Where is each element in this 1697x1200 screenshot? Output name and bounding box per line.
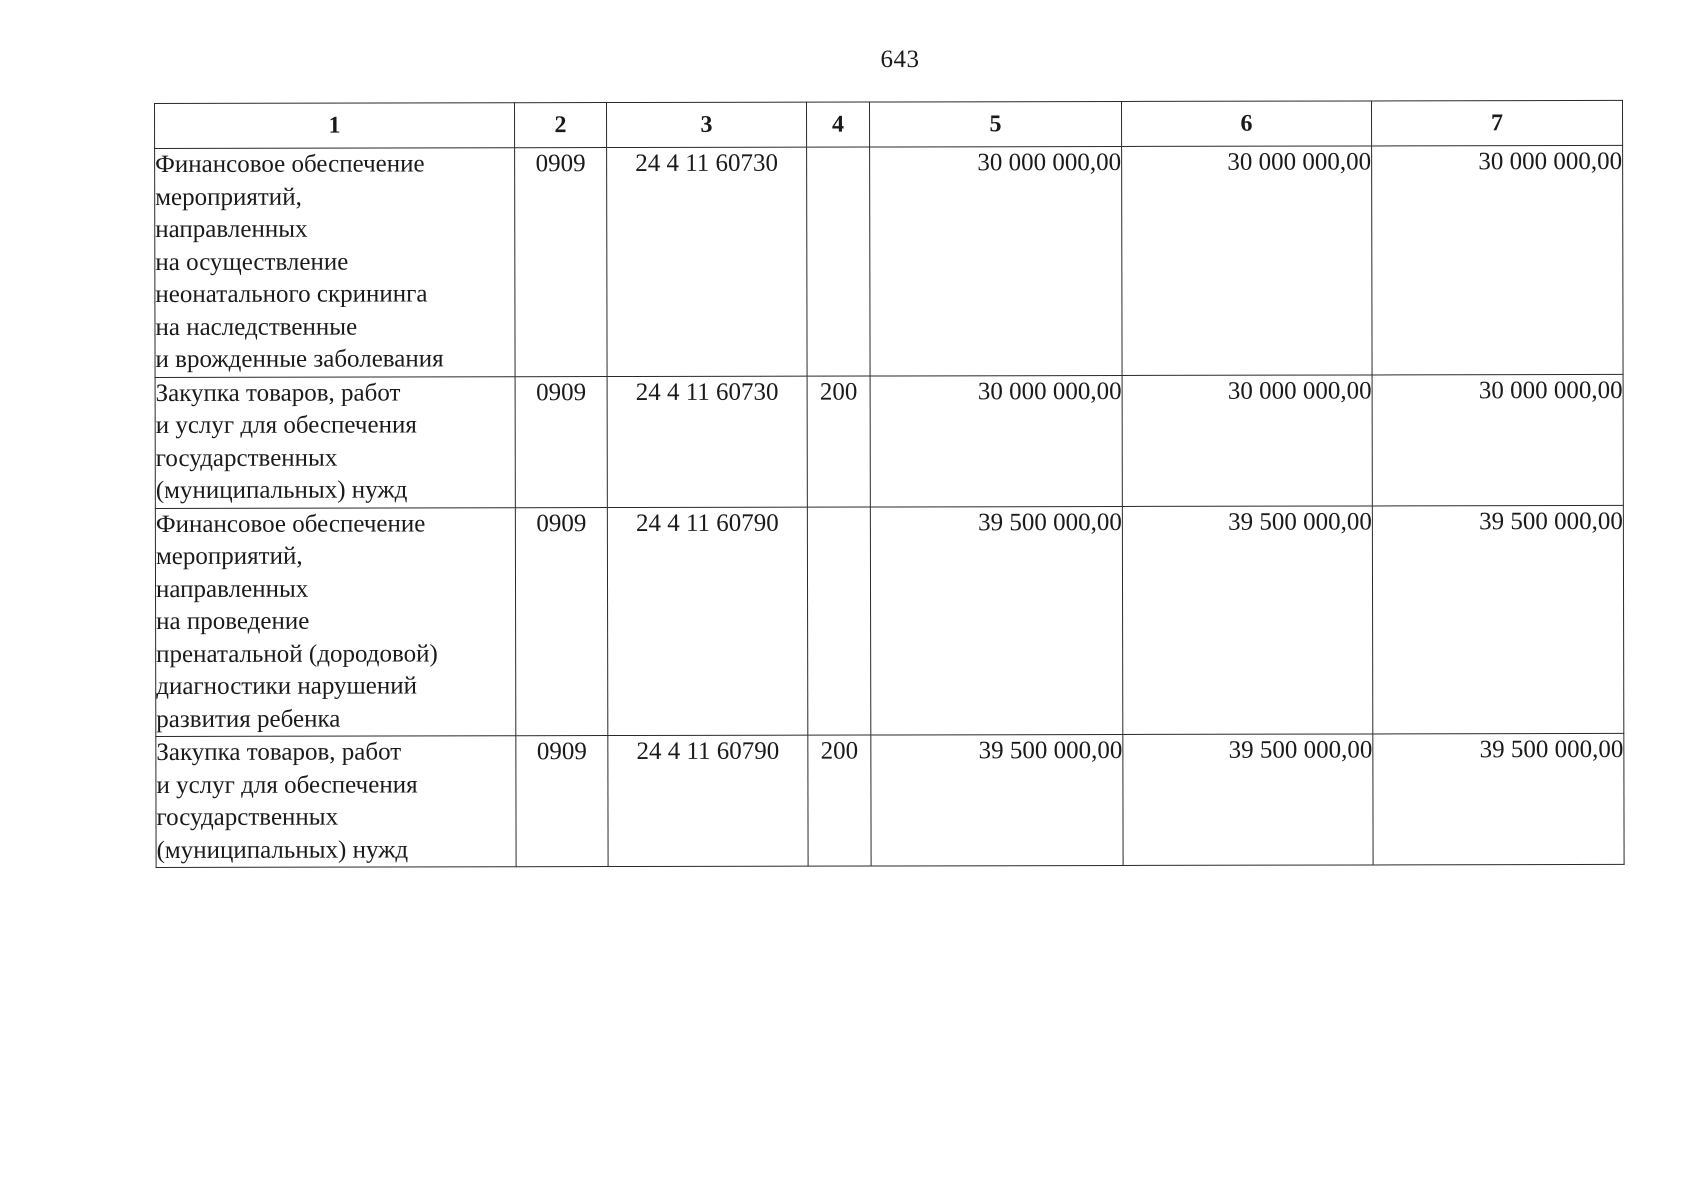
section-code-cell: 0909 xyxy=(515,148,607,377)
row-name-line: Закупка товаров, работ xyxy=(155,378,401,407)
row-name-line: Финансовое обеспечение xyxy=(155,150,425,178)
row-name-line: мероприятий, xyxy=(155,542,303,570)
amount-cell-3: 30 000 000,00 xyxy=(1372,374,1623,506)
table-row xyxy=(155,145,1623,377)
row-name-line: на проведение xyxy=(156,607,310,635)
column-header-5: 5 xyxy=(869,101,1121,147)
row-name-line: направленных xyxy=(155,215,308,243)
amount-cell-1: 30 000 000,00 xyxy=(870,375,1122,507)
target-code-cell: 24 4 11 60790 xyxy=(608,735,808,866)
row-name-cell xyxy=(155,376,515,508)
table-row xyxy=(156,733,1624,867)
row-name-line: (муниципальных) нужд xyxy=(156,835,409,864)
row-name-line: и врожденные заболевания xyxy=(155,345,444,373)
column-header-3: 3 xyxy=(607,102,807,147)
amount-cell-2: 30 000 000,00 xyxy=(1122,374,1372,506)
amount-cell-3: 39 500 000,00 xyxy=(1372,505,1623,734)
row-name-line: государственных xyxy=(155,444,338,472)
target-code-cell: 24 4 11 60790 xyxy=(607,507,807,736)
section-code-cell: 0909 xyxy=(515,376,607,507)
page-number: 643 xyxy=(880,46,920,73)
target-code-cell: 24 4 11 60730 xyxy=(607,147,807,376)
column-header-7: 7 xyxy=(1371,100,1622,146)
expense-type-cell: 200 xyxy=(808,735,871,866)
column-header-1: 1 xyxy=(155,103,515,149)
amount-cell-2: 39 500 000,00 xyxy=(1123,734,1373,866)
row-name-line: (муниципальных) нужд xyxy=(155,476,408,504)
row-name-line: на наследственные xyxy=(155,313,358,341)
column-header-2: 2 xyxy=(515,103,607,148)
row-name-line: и услуг для обеспечения xyxy=(155,411,417,439)
amount-cell-2: 30 000 000,00 xyxy=(1122,146,1372,375)
header-row xyxy=(155,100,1623,148)
row-name-line: неонатального скрининга xyxy=(155,280,428,308)
column-header-4: 4 xyxy=(806,102,869,147)
table-row xyxy=(155,374,1623,508)
amount-cell-3: 39 500 000,00 xyxy=(1373,733,1624,865)
row-name-line: Закупка товаров, работ xyxy=(156,738,402,766)
budget-table xyxy=(154,100,1625,868)
section-code-cell: 0909 xyxy=(515,507,607,736)
row-name-line: на осуществление xyxy=(155,248,349,276)
row-name-line: государственных xyxy=(156,803,339,831)
row-name-line: Финансовое обеспечение xyxy=(155,509,426,538)
amount-cell-1: 39 500 000,00 xyxy=(871,734,1123,866)
row-name-line: направленных xyxy=(155,575,309,603)
target-code-cell: 24 4 11 60730 xyxy=(607,376,807,507)
row-name-cell xyxy=(155,148,515,377)
amount-cell-2: 39 500 000,00 xyxy=(1122,505,1372,734)
row-name-cell xyxy=(155,507,515,736)
row-name-line: мероприятий, xyxy=(155,183,302,211)
row-name-cell xyxy=(156,736,516,868)
amount-cell-1: 30 000 000,00 xyxy=(870,146,1122,375)
row-name-line: и услуг для обеспечения xyxy=(156,770,418,799)
column-header-6: 6 xyxy=(1121,101,1371,147)
amount-cell-3: 30 000 000,00 xyxy=(1372,145,1623,374)
row-name-line: пренатальной (дородовой) xyxy=(156,639,438,668)
row-name-line: развития ребенка xyxy=(156,705,341,733)
table-row xyxy=(155,505,1623,737)
row-name-line: диагностики нарушений xyxy=(156,672,418,700)
expense-type-cell xyxy=(807,147,870,376)
amount-cell-1: 39 500 000,00 xyxy=(870,506,1122,735)
section-code-cell: 0909 xyxy=(516,736,608,867)
expense-type-cell: 200 xyxy=(807,376,870,507)
expense-type-cell xyxy=(807,507,870,736)
